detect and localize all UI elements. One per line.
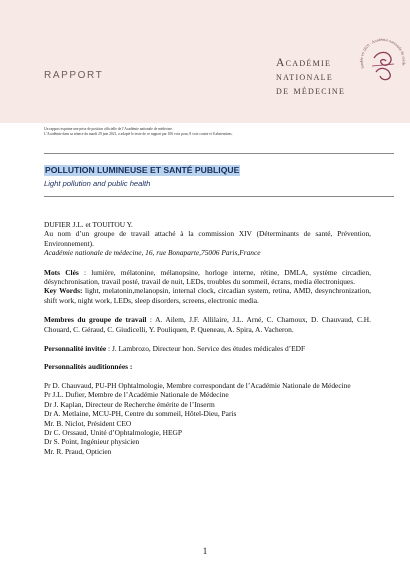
guest-label: Personnalité invitée xyxy=(44,344,107,354)
keywords-en-text: light, melatonin,melanopsin, internal clock, circadian system, retina, AMD, desynchronization, shift work, night work, LEDs, sleep disorders, screens, electronic media. xyxy=(44,286,371,305)
document-body xyxy=(44,220,371,456)
academy-line-3: de médecine xyxy=(276,85,346,97)
adoption-note-line-1: Un rapport exprime une prise de position officielle de l’Académie nationale de médecine. xyxy=(44,127,173,131)
guest-text: : J. Lambrozo, Directeur hon. Service des études médicales d’EDF xyxy=(106,344,306,354)
seal-text: fondée en 1820 · Académie nationale de méde xyxy=(358,36,407,70)
page-number: 1 xyxy=(202,546,208,556)
adoption-note xyxy=(44,127,384,137)
heard-item: Dr J. Kaplan, Directeur de Recherche émérite de l’Inserm xyxy=(44,399,215,409)
heard-item: Dr C. Orssaud, Unité d’Ophtalmologie, HEGP xyxy=(44,427,182,437)
heard-heading: Personnalités auditionnées : xyxy=(44,362,133,372)
document-subtitle: Light pollution and public health xyxy=(44,179,151,188)
title-block xyxy=(44,160,384,188)
academy-line-2: nationale xyxy=(276,71,334,83)
divider-title xyxy=(44,196,394,197)
keywords-fr-text: : lumière, mélatonine, mélanopsine, horloge interne, rétine, DMLA, système circadien, désynchronisation, travail posté, travail de nuit, LEDs, troubles du sommeil, écrans, media électroniques. xyxy=(44,267,371,287)
heard-item: Mr. R. Praud, Opticien xyxy=(44,446,112,456)
members-label: Membres du groupe de travail xyxy=(44,315,147,325)
adoption-note-line-2: L’Académie dans sa séance du mardi 29 juin 2021, a adopté le texte de ce rapport par 106 voix pour, 8 voix contre et 8 abstentions. xyxy=(44,132,233,136)
academy-name xyxy=(276,56,366,98)
document-title: POLLUTION LUMINEUSE ET SANTÉ PUBLIQUE xyxy=(45,165,240,175)
guest-paragraph xyxy=(44,344,371,353)
keywords-fr xyxy=(44,268,371,287)
author-names: DUFIER J.L. et TOUITOU Y. xyxy=(44,220,133,229)
heard-item: Dr A. Metlaine, MCU-PH, Centre du sommeil, Hôtel-Dieu, Paris xyxy=(44,409,237,419)
divider-top xyxy=(44,153,394,154)
keywords-en xyxy=(44,286,371,305)
heard-item: Dr S. Point, Ingénieur physicien xyxy=(44,437,140,447)
author-address: Académie nationale de médecine, 16, rue Bonaparte,75006 Paris,France xyxy=(44,248,261,258)
heard-item: Mr. B. Niclot, Président CEO xyxy=(44,418,132,428)
keywords-en-label: Key Words: xyxy=(44,286,83,296)
report-label: RAPPORT xyxy=(44,70,104,81)
academy-line-1: Académie xyxy=(276,57,332,69)
keywords-fr-label: Mots Clés xyxy=(44,267,79,277)
working-group-note: Au nom d’un groupe de travail attaché à la commission XIV (Déterminants de santé, Prévention, Environnement). xyxy=(44,229,371,248)
academy-seal-logo xyxy=(356,28,408,100)
heard-item: Pr J.L. Dufier, Membre de l’Académie Nationale de Médecine xyxy=(44,390,229,400)
members-paragraph xyxy=(44,315,371,334)
members-text: : A. Ailem, J.F. Allilaire, J.L. Arné, C. Chamoux, D. Chauvaud, C.H. Chouard, C. Géraud, C. Giudicelli, Y. Pouliquen, P. Queneau, A. Spira, A. Vacheron. xyxy=(44,315,371,334)
heard-item: Pr D. Chauvaud, PU-PH Ophtalmologie, Membre correspondant de l’Académie Nationale de Médecine xyxy=(44,380,351,390)
